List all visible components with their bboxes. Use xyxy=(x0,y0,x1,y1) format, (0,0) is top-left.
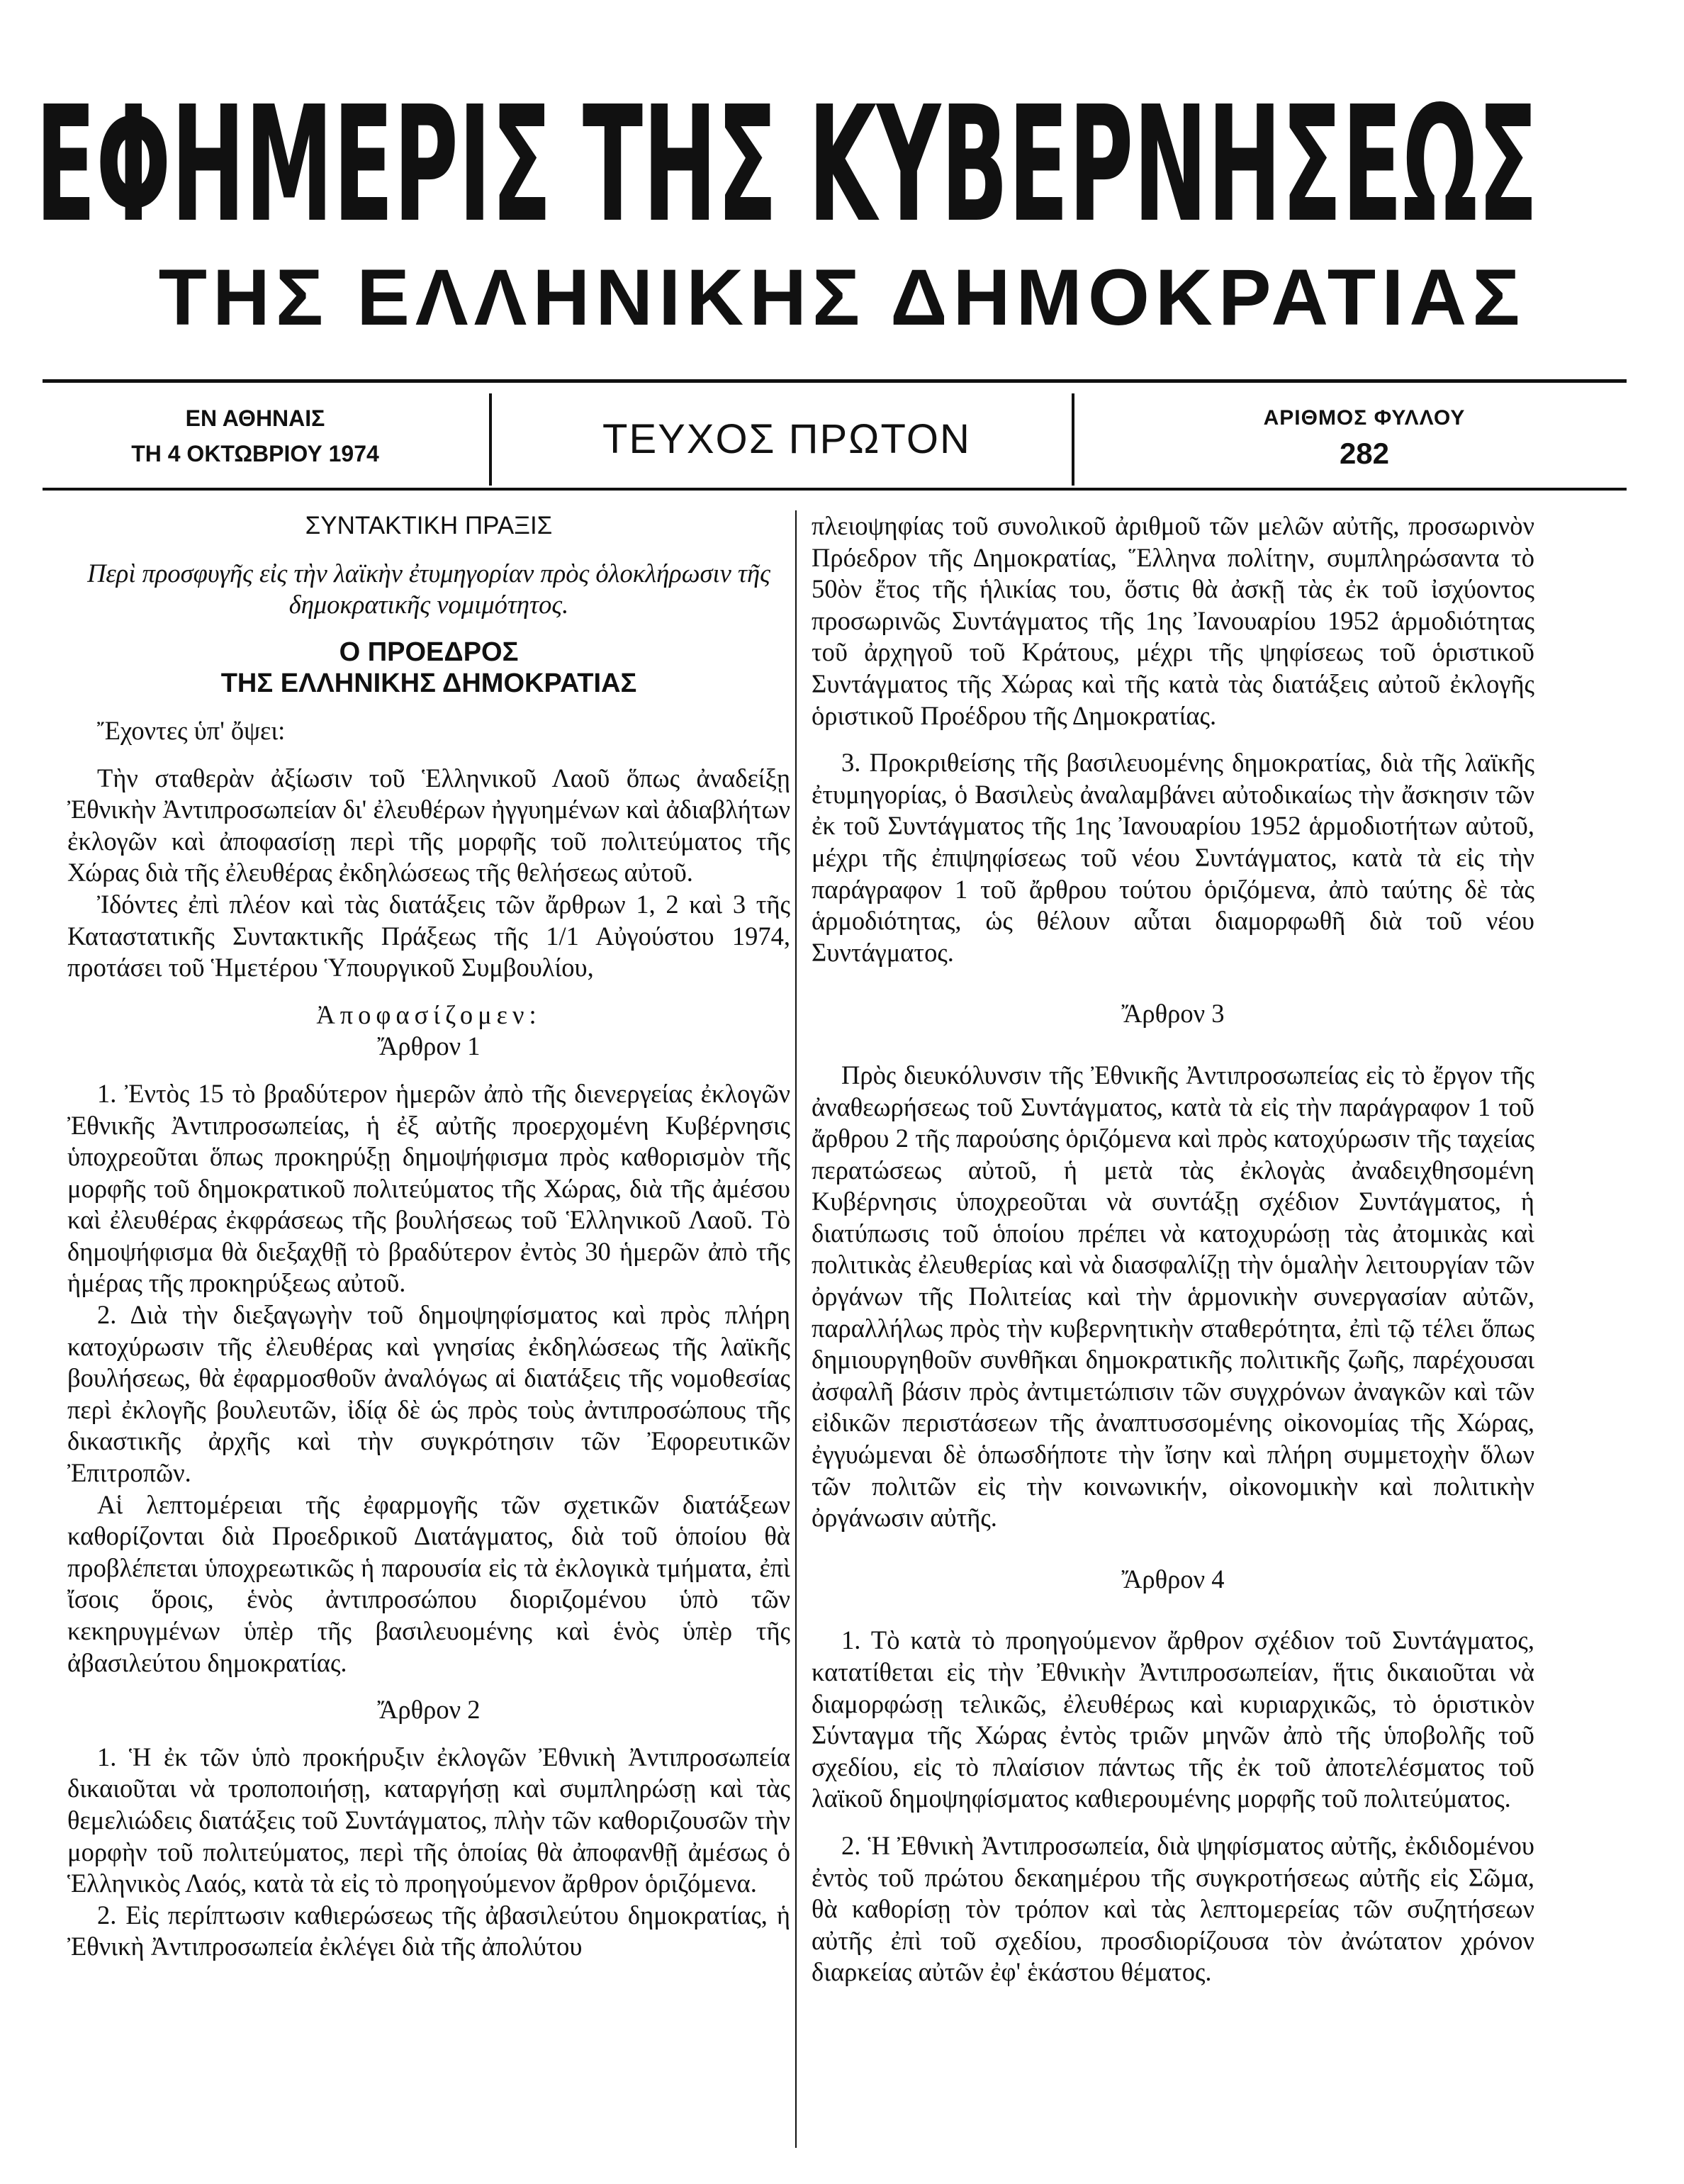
article-4-title: Ἄρθρον 4 xyxy=(1121,1564,1225,1594)
recital-1: Τὴν σταθερὰν ἀξίωσιν τοῦ Ἑλληνικοῦ Λαοῦ ὅπως ἀναδείξῃ Ἐθνικὴν Ἀντιπροσωπείαν δι' ἐλευθέρων ἠγγυημένων καὶ ἀδιαβλήτων ἐκλογῶν καὶ ἀποφασίσῃ περὶ τῆς μορφῆς τοῦ πολιτεύματος τῆς Χώρας διὰ τῆς ἐλευθέρας ἐκδηλώσεως τῆς θελήσεως αὐτοῦ. xyxy=(67,763,790,887)
president-title-2: ΤΗΣ ΕΛΛΗΝΙΚΗΣ ΔΗΜΟΚΡΑΤΙΑΣ xyxy=(220,668,637,699)
gazette-title xyxy=(28,78,1545,241)
gazette-title-svg xyxy=(28,78,1545,241)
article-4-para-1: 1. Τὸ κατὰ τὸ προηγούμενον ἄρθρον σχέδιον τοῦ Συντάγματος, κατατίθεται εἰς τὴν Ἐθνικὴν Ἀντιπροσωπείαν, ἥτις δικαιοῦται νὰ διαμορφώσῃ τελικῶς, ἐλευθέρως καὶ κυριαρχικῶς, τὸ ὁριστικὸν Σύνταγμα τῆς Χώρας ἐντὸς τριῶν μηνῶν ἀπὸ τῆς ὑποβολῆς τοῦ σχεδίου, εἰς τὸ πλαίσιον πάντως τῆς ἐκ τοῦ ἀποτελέσματος τοῦ λαϊκοῦ δημοψηφίσματος καθιερουμένης μορφῆς τοῦ πολιτεύματος. xyxy=(812,1625,1534,1813)
top-rule xyxy=(43,379,1627,383)
bottom-rule xyxy=(43,488,1627,491)
article-1-para-3: Αἱ λεπτομέρειαι τῆς ἐφαρμογῆς τῶν σχετικῶν διατάξεων καθορίζονται διὰ Προεδρικοῦ Διατάγματος, διὰ τοῦ ὁποίου θὰ προβλέπεται ὑποχρεωτικῶς ἡ παρουσία εἰς τὰ ἐκλογικὰ τμήματα, ἐπὶ ἴσοις ὅροις, ἑνὸς ἀντιπροσώπου διοριζομένου ὑπὸ τῶν κεκηρυγμένων ὑπὲρ τῆς βασιλευομένης καὶ ἑνὸς ὑπὲρ τῆς ἀβασιλεύτου δημοκρατίας. xyxy=(67,1489,790,1677)
president-title-1: Ο ΠΡΟΕΔΡΟΣ xyxy=(339,637,519,667)
article-3-para-1: Πρὸς διευκόλυνσιν τῆς Ἐθνικῆς Ἀντιπροσωπείας εἰς τὸ ἔργον τῆς ἀναθεωρήσεως τοῦ Συντάγματος, κατὰ τὰ εἰς τὴν παράγραφον 1 τοῦ ἄρθρου 2 τῆς παρούσης ὁριζόμενα καὶ πρὸς κατοχύρωσιν τῆς ταχείας περατώσεως αὐτοῦ, ἡ μετὰ τὰς ἐκλογὰς ἀναδειχθησομένη Κυβέρνησις ὑποχρεοῦται νὰ συντάξῃ σχέδιον Συντάγματος, ἡ διατύπωσις τοῦ ὁποίου πρέπει νὰ κατοχυρώσῃ τὰς ἀτομικὰς καὶ πολιτικὰς ἐλευθερίας καὶ νὰ διασφαλίζῃ τὴν ὁμαλὴν λειτουργίαν τῶν ὀργάνων τῆς Πολιτείας καὶ τὴν ἁρμονικὴν συνεργασίαν αὐτῶν, παραλλήλως πρὸς τὴν κυβερνητικὴν σταθερότητα, ἐπὶ τῷ τέλει ὅπως δημιουργηθοῦν συνθῆκαι δημοκρατικῆς πολιτικῆς ζωῆς, παρέχουσαι ἀσφαλῆ βάσιν πρὸς ἀντιμετώπισιν τῶν συγχρόνων ἀναγκῶν καὶ τῶν εἰδικῶν περιστάσεων τῆς ἀναπτυσσομένης οἰκονομίας τῆς Χώρας, ἐγγυώμεναι δὲ ὁπωσδήποτε τὴν ἴσην καὶ πλήρη συμμετοχὴν ὅλων τῶν πολιτῶν εἰς τὴν κοινωνικήν, οἰκονομικὴν καὶ πολιτικὴν ὀργάνωσιν αὐτῆς. xyxy=(812,1060,1534,1533)
header-divider-right xyxy=(1072,393,1074,486)
right-column xyxy=(812,510,1534,1988)
article-2-para-2: 2. Εἰς περίπτωσιν καθιερώσεως τῆς ἀβασιλεύτου δημοκρατίας, ἡ Ἐθνικὴ Ἀντιπροσωπεία ἐκλέγει διὰ τῆς ἀπολύτου xyxy=(67,1900,790,1961)
article-2-para-1: 1. Ἡ ἐκ τῶν ὑπὸ προκήρυξιν ἐκλογῶν Ἐθνικὴ Ἀντιπροσωπεία δικαιοῦται νὰ τροποποιήσῃ, καταργήσῃ καὶ συμπληρώσῃ καὶ τὰς θεμελιώδεις διατάξεις τοῦ Συντάγματος, πλὴν τῶν καθοριζουσῶν τὴν μορφὴν τοῦ πολιτεύματος, περὶ τῆς ὁποίας θὰ ἀποφανθῇ ἀμέσως ὁ Ἑλληνικὸς Λαός, κατὰ τὰ εἰς τὸ προηγούμενον ἄρθρον ὁριζόμενα. xyxy=(67,1742,790,1898)
article-2-title: Ἄρθρον 2 xyxy=(377,1695,481,1725)
article-2-para-2-cont: πλειοψηφίας τοῦ συνολικοῦ ἀριθμοῦ τῶν μελῶν αὐτῆς, προσωρινὸν Πρόεδρον τῆς Δημοκρατίας, Ἕλληνα πολίτην, συμπληρώσαντα τὸ 50ὸν ἔτος τῆς ἡλικίας του, ὅστις θὰ ἀσκῇ τὰς ἐκ τοῦ ἰσχύοντος προσωρινῶς Συντάγματος τῆς 1ης Ἰανουαρίου 1952 ἁρμοδιότητας τοῦ ἀρχηγοῦ τοῦ Κράτους, μέχρι τῆς ψηφίσεως τοῦ ὁριστικοῦ Συντάγματος τῆς Χώρας καὶ τῆς κατὰ τὰς διατάξεις αὐτοῦ ἐκλογῆς ὁριστικοῦ Προέδρου τῆς Δημοκρατίας. xyxy=(812,511,1534,730)
sheet-number-box xyxy=(1077,401,1651,471)
article-3-title: Ἄρθρον 3 xyxy=(1121,999,1225,1029)
place: ΕΝ ΑΘΗΝΑΙΣ xyxy=(185,405,325,431)
having-regard: Ἔχοντες ὑπ' ὄψει: xyxy=(97,715,286,745)
act-heading: ΣΥΝΤΑΚΤΙΚΗ ΠΡΑΞΙΣ xyxy=(305,512,553,539)
article-2-para-3: 3. Προκριθείσης τῆς βασιλευομένης δημοκρατίας, διὰ τῆς λαϊκῆς ἐτυμηγορίας, ὁ Βασιλεὺς ἀναλαμβάνει αὐτοδικαίως τὴν ἄσκησιν τῶν ἐκ τοῦ Συντάγματος τῆς 1ης Ἰανουαρίου 1952 ἁρμοδιοτήτων αὐτοῦ, μέχρι τῆς ἐπιψηφίσεως τοῦ νέου Συντάγματος, κατὰ τὰ εἰς τὴν παράγραφον 1 τοῦ ἄρθρου τούτου ὁριζόμενα, ἀπὸ ταύτης δὲ τὰς ἁρμοδιότητας, ὡς θέλουν αὗται διαμορφωθῆ διὰ τοῦ νέου Συντάγματος. xyxy=(812,748,1534,967)
act-subject: Περὶ προσφυγῆς εἰς τὴν λαϊκὴν ἐτυμηγορίαν πρὸς ὁλοκλήρωσιν τῆς δημοκρατικῆς νομιμότητος. xyxy=(87,558,770,620)
decide-line: Ἀποφασίζομεν: xyxy=(316,999,541,1029)
issue-date: ΤΗ 4 ΟΚΤΩΒΡΙΟΥ 1974 xyxy=(131,441,379,466)
article-1-title: Ἄρθρον 1 xyxy=(377,1031,481,1061)
article-1-para-1: 1. Ἐντὸς 15 τὸ βραδύτερον ἡμερῶν ἀπὸ τῆς διενεργείας ἐκλογῶν Ἐθνικῆς Ἀντιπροσωπείας, ἡ ἐξ αὐτῆς προερχομένη Κυβέρνησις ὑποχρεοῦται ὅπως προκηρύξῃ δημοψήφισμα πρὸς καθορισμὸν τῆς μορφῆς τοῦ δημοκρατικοῦ πολιτεύματος τῆς Χώρας, διὰ τῆς ἀμέσου καὶ ἐλευθέρας ἐκφράσεως τῆς βουλήσεως τοῦ Ἑλληνικοῦ Λαοῦ. Τὸ δημοψήφισμα θὰ διεξαχθῇ τὸ βραδύτερον ἐντὸς 30 ἡμερῶν ἀπὸ τῆς ἡμέρας τῆς προκηρύξεως αὐτοῦ. xyxy=(67,1078,790,1298)
place-date-box xyxy=(71,401,439,471)
article-1-para-2: 2. Διὰ τὴν διεξαγωγὴν τοῦ δημοψηφίσματος καὶ πρὸς πλήρη κατοχύρωσιν τῆς ἐλευθέρας καὶ γνησίας ἐκδηλώσεως τῆς λαϊκῆς βουλήσεως, θὰ ἐφαρμοσθοῦν ἀναλόγως αἱ διατάξεις τῆς νομοθεσίας περὶ ἐκλογῆς βουλευτῶν, ἰδίᾳ δὲ ὡς πρὸς τοὺς ἀντιπροσώπους τῆς δικαστικῆς ἀρχῆς καὶ τὴν συγκρότησιν τῶν Ἐφορευτικῶν Ἐπιτροπῶν. xyxy=(67,1300,790,1488)
sheet-number: 282 xyxy=(1339,437,1390,470)
sheet-number-label: ΑΡΙΘΜΟΣ ΦΥΛΛΟΥ xyxy=(1263,406,1466,430)
left-column xyxy=(67,510,790,1963)
article-4-para-2: 2. Ἡ Ἐθνικὴ Ἀντιπροσωπεία, διὰ ψηφίσματος αὐτῆς, ἐκδιδομένου ἐντὸς τοῦ πρώτου δεκαημέρου τῆς συγκροτήσεως αὐτῆς εἰς Σῶμα, θὰ καθορίσῃ τὸν τρόπον καὶ τὰς λεπτομερείας τῶν συζητήσεων αὐτῆς ἐπὶ τοῦ σχεδίου, προσδιορίζουσα τὸν ἀνώτατον χρόνον διαρκείας αὐτῶν ἐφ' ἑκάστου θέματος. xyxy=(812,1830,1534,1987)
issue-volume: ΤΕΥΧΟΣ ΠΡΩΤΟΝ xyxy=(602,416,971,462)
gazette-subtitle: ΤΗΣ ΕΛΛΗΝΙΚΗΣ ΔΗΜΟΚΡΑΤΙΑΣ xyxy=(158,253,1526,342)
recital-2: Ἰδόντες ἐπὶ πλέον καὶ τὰς διατάξεις τῶν ἄρθρων 1, 2 καὶ 3 τῆς Καταστατικῆς Συντακτικῆς Πράξεως τῆς 1/1 Αὐγούστου 1974, προτάσει τοῦ Ἡμετέρου Ὑπουργικοῦ Συμβουλίου, xyxy=(67,889,790,982)
gazette-title-text: ΕΦΗΜΕΡΙΣ ΤΗΣ ΚΥΒΕΡΝΗΣΕΩΣ xyxy=(35,78,1538,241)
header-divider-left xyxy=(489,393,492,486)
column-divider xyxy=(795,510,797,2148)
